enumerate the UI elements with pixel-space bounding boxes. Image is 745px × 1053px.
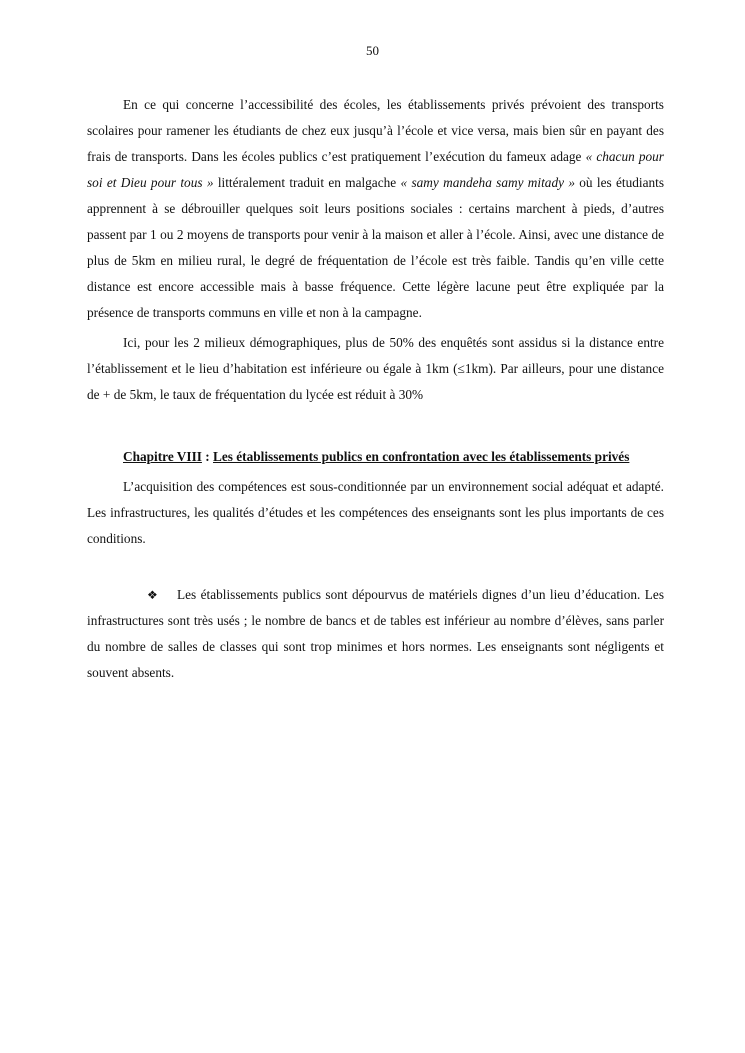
paragraph-text: où les étudiants apprennent à se débrouiller quelques soit leurs positions sociales : certains marchent à pieds, d’autres passent par 1 ou 2 moyens de transports pour venir à la maison et aller à l’école. Ainsi, avec une distance de plus de 5km en milieu rural, le degré de fréquentation de l’école est très faible. Tandis qu’en ville cette distance est encore accessible mais à basse fréquence. Cette légère lacune peut être expliquée par la présence de transports communs en ville et non à la campagne. bbox=[87, 175, 664, 320]
chapter-label: Chapitre VIII bbox=[123, 449, 202, 464]
paragraph-text: littéralement traduit en malgache bbox=[213, 175, 401, 190]
page-number: 50 bbox=[366, 43, 379, 58]
adage-quote: « chacun pour soi et Dieu pour tous » bbox=[87, 149, 664, 190]
bullet-item bbox=[87, 582, 664, 686]
paragraph-text: En ce qui concerne l’accessibilité des écoles, les établissements privés prévoient des transports scolaires pour ramener les étudiants de chez eux jusqu’à l’école et vice versa, mais bien sûr en payant des frais de transports. Dans les écoles publics c’est pratiquement l’exécution du fameux adage bbox=[87, 97, 664, 164]
malagasy-quote: « samy mandeha samy mitady » bbox=[400, 175, 575, 190]
chapter-title: Les établissements publics en confrontation avec les établissements privés bbox=[213, 449, 630, 464]
document-body bbox=[87, 92, 664, 686]
chapter-heading bbox=[87, 444, 664, 470]
paragraph-accessibility bbox=[87, 92, 664, 326]
paragraph-attendance: Ici, pour les 2 milieux démographiques, plus de 50% des enquêtés sont assidus si la distance entre l’établissement et le lieu d’habitation est inférieure ou égale à 1km (≤1km). Par ailleurs, pour une distance de + de 5km, le taux de fréquentation du lycée est réduit à 30% bbox=[87, 335, 664, 402]
diamond-bullet-icon: ❖ bbox=[147, 588, 158, 602]
bullet-text: Les établissements publics sont dépourvus de matériels dignes d’un lieu d’éducation. Les infrastructures sont très usés ; le nombre de bancs et de tables est inférieur au nombre d’élèves, sans parler du nombre de salles de classes qui sont trop minimes et hors normes. Les enseignants sont négligents et souvent absents. bbox=[87, 587, 664, 680]
paragraph-competences: L’acquisition des compétences est sous-conditionnée par un environnement social adéquat et adapté. Les infrastructures, les qualités d’études et les compétences des enseignants sont les plus importants de ces conditions. bbox=[87, 479, 664, 546]
chapter-separator: : bbox=[201, 449, 214, 464]
